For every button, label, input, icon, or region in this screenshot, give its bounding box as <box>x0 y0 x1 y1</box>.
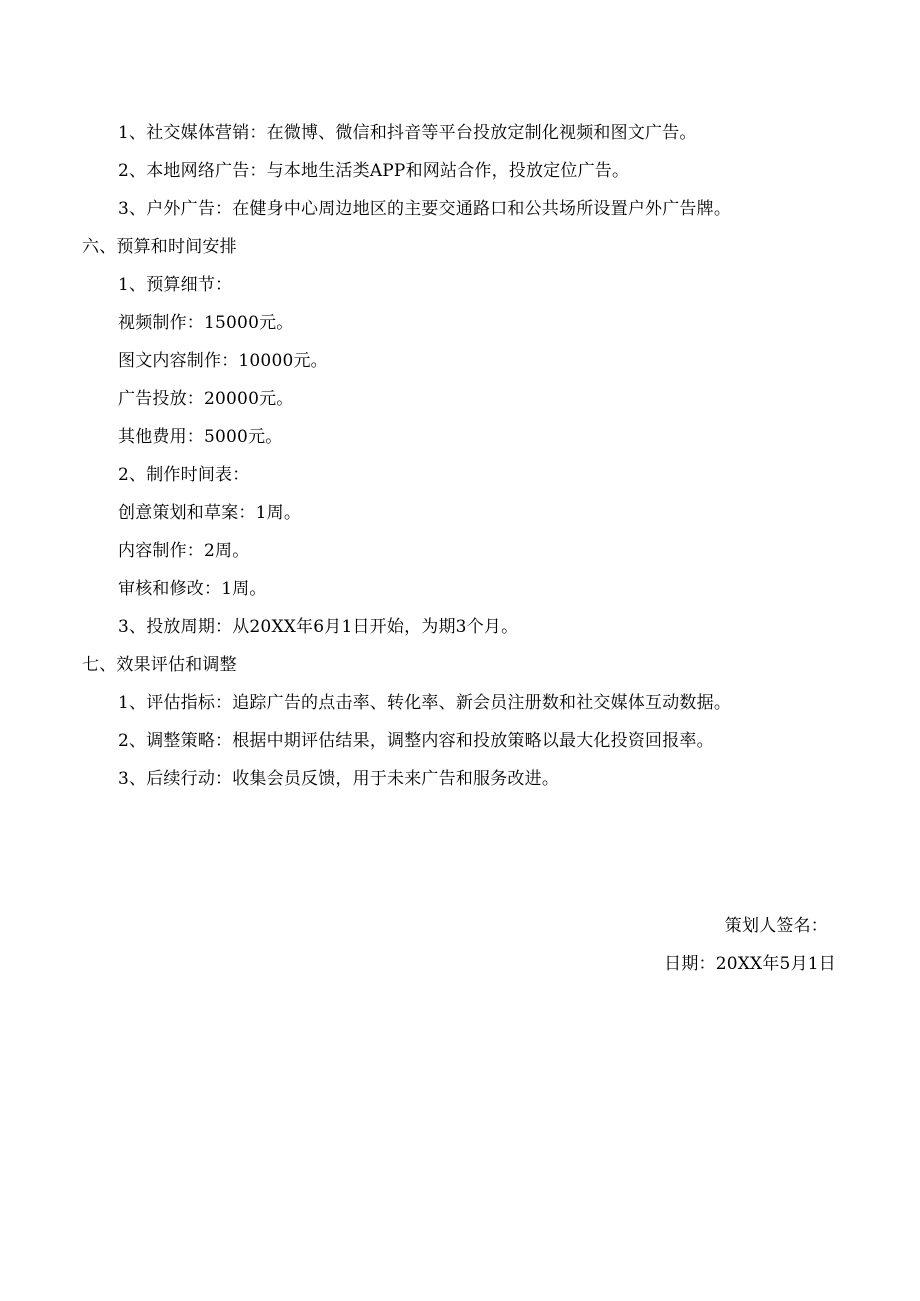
budget-item-video: 视频制作：15000元。 <box>118 313 294 333</box>
budget-item-other: 其他费用：5000元。 <box>118 427 283 447</box>
schedule-item-production: 内容制作：2周。 <box>118 541 250 561</box>
signature-date: 日期：20XX年5月1日 <box>664 954 836 974</box>
schedule-title: 2、制作时间表： <box>118 465 250 485</box>
budget-item-placement: 广告投放：20000元。 <box>118 389 294 409</box>
signature-label: 策划人签名： <box>724 916 828 936</box>
schedule-item-planning: 创意策划和草案：1周。 <box>118 503 302 523</box>
section6-heading: 六、预算和时间安排 <box>82 237 237 257</box>
section5-item-1: 1、社交媒体营销：在微博、微信和抖音等平台投放定制化视频和图文广告。 <box>118 123 697 143</box>
placement-period: 3、投放周期：从20XX年6月1日开始，为期3个月。 <box>118 617 519 637</box>
budget-title: 1、预算细节： <box>118 275 233 295</box>
section5-item-2: 2、本地网络广告：与本地生活类APP和网站合作，投放定位广告。 <box>118 161 630 181</box>
schedule-item-review: 审核和修改：1周。 <box>118 579 267 599</box>
section5-item-3: 3、户外广告：在健身中心周边地区的主要交通路口和公共场所设置户外广告牌。 <box>118 199 732 219</box>
section7-item-3: 3、后续行动：收集会员反馈，用于未来广告和服务改进。 <box>118 769 560 789</box>
section7-item-1: 1、评估指标：追踪广告的点击率、转化率、新会员注册数和社交媒体互动数据。 <box>118 693 732 713</box>
section7-item-2: 2、调整策略：根据中期评估结果，调整内容和投放策略以最大化投资回报率。 <box>118 731 714 751</box>
budget-item-graphics: 图文内容制作：10000元。 <box>118 351 328 371</box>
section7-heading: 七、效果评估和调整 <box>82 655 237 675</box>
